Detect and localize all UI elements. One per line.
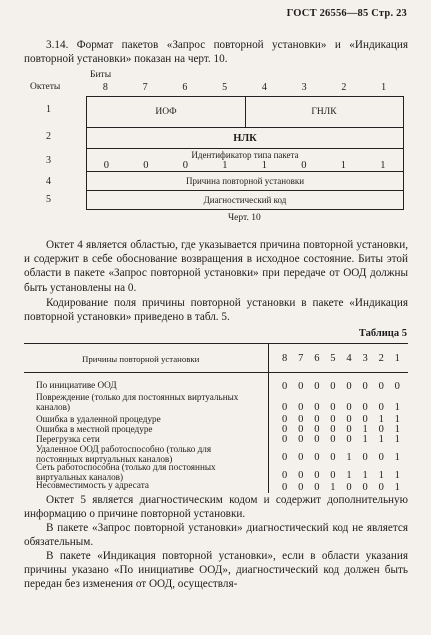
table-row-label: По инициативе ООД — [36, 380, 117, 390]
table-bit-cell: 1 — [346, 452, 352, 463]
table-bit-cell: 0 — [362, 381, 368, 392]
table-bit-cell: 0 — [330, 434, 336, 445]
table-bit-cell: 0 — [314, 414, 320, 425]
table-bit-cell: 0 — [346, 381, 352, 392]
packet-type-bit-3: 0 — [182, 160, 188, 171]
table-bit-cell: 1 — [346, 470, 352, 481]
table-bit-header-6: 6 — [314, 353, 320, 364]
table-bit-cell: 0 — [378, 402, 384, 413]
octets-label: Октеты — [30, 82, 61, 92]
paragraph-table-ref: Кодирование поля причины повторной установки в пакете «Индикация повторной установки» приведено в табл. 5. — [24, 297, 408, 324]
table-bit-cell: 0 — [314, 452, 320, 463]
table-bit-cell: 0 — [314, 381, 320, 392]
packet-type-bit-2: 0 — [143, 160, 149, 171]
paragraph-octet4: Октет 4 является областью, где указывается причина повторной установки, и содержит в себе обоснование возвращения в исходное состояние. Биты этой области в пакете «Запрос повторной установки» при передаче от ООД должны быть установлены на 0. — [24, 239, 408, 294]
bit-number-7: 2 — [341, 82, 347, 93]
table-bit-cell: 0 — [298, 424, 304, 435]
table-bit-cell: 0 — [346, 482, 352, 493]
table-bit-header-3: 3 — [362, 353, 368, 364]
table-bit-header-2: 2 — [378, 353, 384, 364]
table-bit-cell: 0 — [298, 414, 304, 425]
table-row-label: Перегрузка сети — [36, 434, 100, 444]
table-bit-header-5: 5 — [330, 353, 336, 364]
table-bit-cell: 0 — [378, 424, 384, 435]
table-bit-cell: 0 — [282, 402, 288, 413]
table-bit-cell: 1 — [378, 470, 384, 481]
bit-number-4: 5 — [222, 82, 228, 93]
table-bit-cell: 0 — [314, 424, 320, 435]
octet-5-box — [86, 190, 404, 210]
table-row-label: Ошибка в местной процедуре — [36, 424, 153, 434]
table-row-bits — [282, 452, 400, 463]
table-bit-cell: 0 — [330, 470, 336, 481]
table-bit-cell: 1 — [394, 470, 400, 481]
packet-type-label: Идентификатор типа пакета — [191, 150, 299, 160]
bit-number-5: 4 — [261, 82, 267, 93]
table-bit-cell: 1 — [394, 434, 400, 445]
table-bit-cell: 0 — [362, 482, 368, 493]
table-bit-cell: 0 — [314, 402, 320, 413]
octet-number-1: 1 — [46, 104, 51, 115]
table-bit-cell: 0 — [362, 402, 368, 413]
bit-number-3: 6 — [182, 82, 188, 93]
table-bit-cell: 0 — [282, 381, 288, 392]
octet-number-4: 4 — [46, 176, 51, 187]
packet-type-bit-1: 0 — [103, 160, 109, 171]
table-bit-cell: 0 — [298, 434, 304, 445]
table-row-label: Сеть работоспособна (только для постоянных виртуальных каналов) — [36, 462, 216, 482]
table-bit-cell: 0 — [314, 482, 320, 493]
table-title: Таблица 5 — [358, 328, 407, 339]
table-bit-cell: 0 — [298, 470, 304, 481]
table-bit-cell: 0 — [346, 402, 352, 413]
table-bit-cell: 0 — [298, 452, 304, 463]
table-bit-cell: 1 — [330, 482, 336, 493]
table-bit-cell: 1 — [394, 414, 400, 425]
table-bit-cell: 0 — [282, 434, 288, 445]
figure-caption: Черт. 10 — [228, 213, 261, 223]
table-row-label: Повреждение (только для постоянных виртуальных каналов) — [36, 392, 239, 412]
table-bit-cell: 1 — [394, 402, 400, 413]
octet-1-box — [86, 96, 404, 128]
table-bit-cell: 0 — [394, 381, 400, 392]
intro-paragraph: 3.14. Формат пакетов «Запрос повторной установки» и «Индикация повторной установки» показан на черт. 10. — [24, 39, 408, 66]
bit-number-8: 1 — [381, 82, 387, 93]
table-row-bits — [282, 470, 400, 481]
table-row-bits — [282, 434, 400, 445]
table-bit-cell: 0 — [378, 381, 384, 392]
table-bit-cell: 0 — [330, 424, 336, 435]
reason-field: Причина повторной установки — [185, 176, 305, 186]
iof-field: ИОФ — [155, 107, 177, 117]
table-bit-cell: 0 — [378, 482, 384, 493]
table-bit-cell: 0 — [298, 381, 304, 392]
diag-field: Диагностический код — [203, 195, 287, 205]
table-bit-cell: 1 — [378, 414, 384, 425]
packet-type-bit-8: 1 — [380, 160, 386, 171]
table-bit-cell: 0 — [282, 452, 288, 463]
bit-number-1: 8 — [102, 82, 108, 93]
table-bit-cell: 0 — [330, 452, 336, 463]
table-bit-cell: 0 — [298, 482, 304, 493]
table-bit-cell: 1 — [362, 424, 368, 435]
packet-type-bit-7: 1 — [340, 160, 346, 171]
table-bit-cell: 0 — [346, 414, 352, 425]
table-bit-cell: 1 — [394, 452, 400, 463]
table-bit-cell: 0 — [282, 470, 288, 481]
octet-number-5: 5 — [46, 194, 51, 205]
paragraph-diag-optional: В пакете «Запрос повторной установки» диагностический код не является обязательным. — [24, 522, 408, 549]
octet-4-box — [86, 171, 404, 191]
table-bit-cell: 0 — [330, 381, 336, 392]
table-row-label: Ошибка в удаленной процедуре — [36, 414, 161, 424]
bits-label: Биты — [90, 70, 112, 80]
table-row-bits — [282, 402, 400, 413]
table-bit-cell: 1 — [378, 434, 384, 445]
table-bit-cell: 0 — [314, 434, 320, 445]
packet-type-bit-6: 0 — [301, 160, 307, 171]
page-header: ГОСТ 26556—85 Стр. 23 — [286, 8, 407, 19]
table-bit-cell: 0 — [282, 482, 288, 493]
table-bit-cell: 0 — [346, 424, 352, 435]
table-row-bits — [282, 482, 400, 493]
table-bit-header-4: 4 — [346, 353, 352, 364]
bit-number-row — [86, 82, 404, 94]
table-row-label: Несовместимость у адресата — [36, 480, 149, 490]
gnlk-field: ГНЛК — [311, 107, 337, 117]
table-bit-cell: 1 — [362, 434, 368, 445]
table-bit-header-7: 7 — [298, 353, 304, 364]
table-bit-cell: 0 — [362, 452, 368, 463]
octet-number-3: 3 — [46, 155, 51, 166]
octet-3-box — [86, 148, 404, 172]
paragraph-octet5: Октет 5 является диагностическим кодом и содержит дополнительную информацию о причине повторной установки. — [24, 494, 408, 521]
bit-number-6: 3 — [301, 82, 307, 93]
table-bit-cell: 0 — [346, 434, 352, 445]
octet-number-2: 2 — [46, 131, 51, 142]
paragraph-diag-indication: В пакете «Индикация повторной установки», если в области указания причины указано «По инициативе ООД», диагностический код должен быть передан без изменения от ООД, осуществля- — [24, 550, 408, 591]
table-bit-cell: 0 — [378, 452, 384, 463]
table-bit-header — [282, 353, 400, 364]
table-bit-cell: 0 — [362, 414, 368, 425]
table-bit-cell: 0 — [282, 424, 288, 435]
bit-number-2: 7 — [142, 82, 148, 93]
table-bit-cell: 1 — [394, 424, 400, 435]
table-row-label: Удаленное ООД работоспособно (только для постоянных виртуальных каналов) — [36, 444, 212, 464]
nlk-field: НЛК — [233, 132, 257, 144]
table-bit-header-1: 1 — [394, 353, 400, 364]
table-bit-cell: 0 — [330, 402, 336, 413]
table-bit-cell: 0 — [314, 470, 320, 481]
table-bit-cell: 0 — [298, 402, 304, 413]
table-bit-cell: 0 — [282, 414, 288, 425]
packet-type-bit-4: 1 — [222, 160, 228, 171]
packet-type-bit-5: 1 — [261, 160, 267, 171]
table-bit-cell: 0 — [330, 414, 336, 425]
octet-2-box — [86, 127, 404, 149]
table-bit-cell: 1 — [362, 470, 368, 481]
table-row-bits — [282, 381, 400, 392]
table-bit-header-8: 8 — [282, 353, 288, 364]
table-header-label: Причины повторной установки — [82, 354, 200, 364]
table-bit-cell: 1 — [394, 482, 400, 493]
